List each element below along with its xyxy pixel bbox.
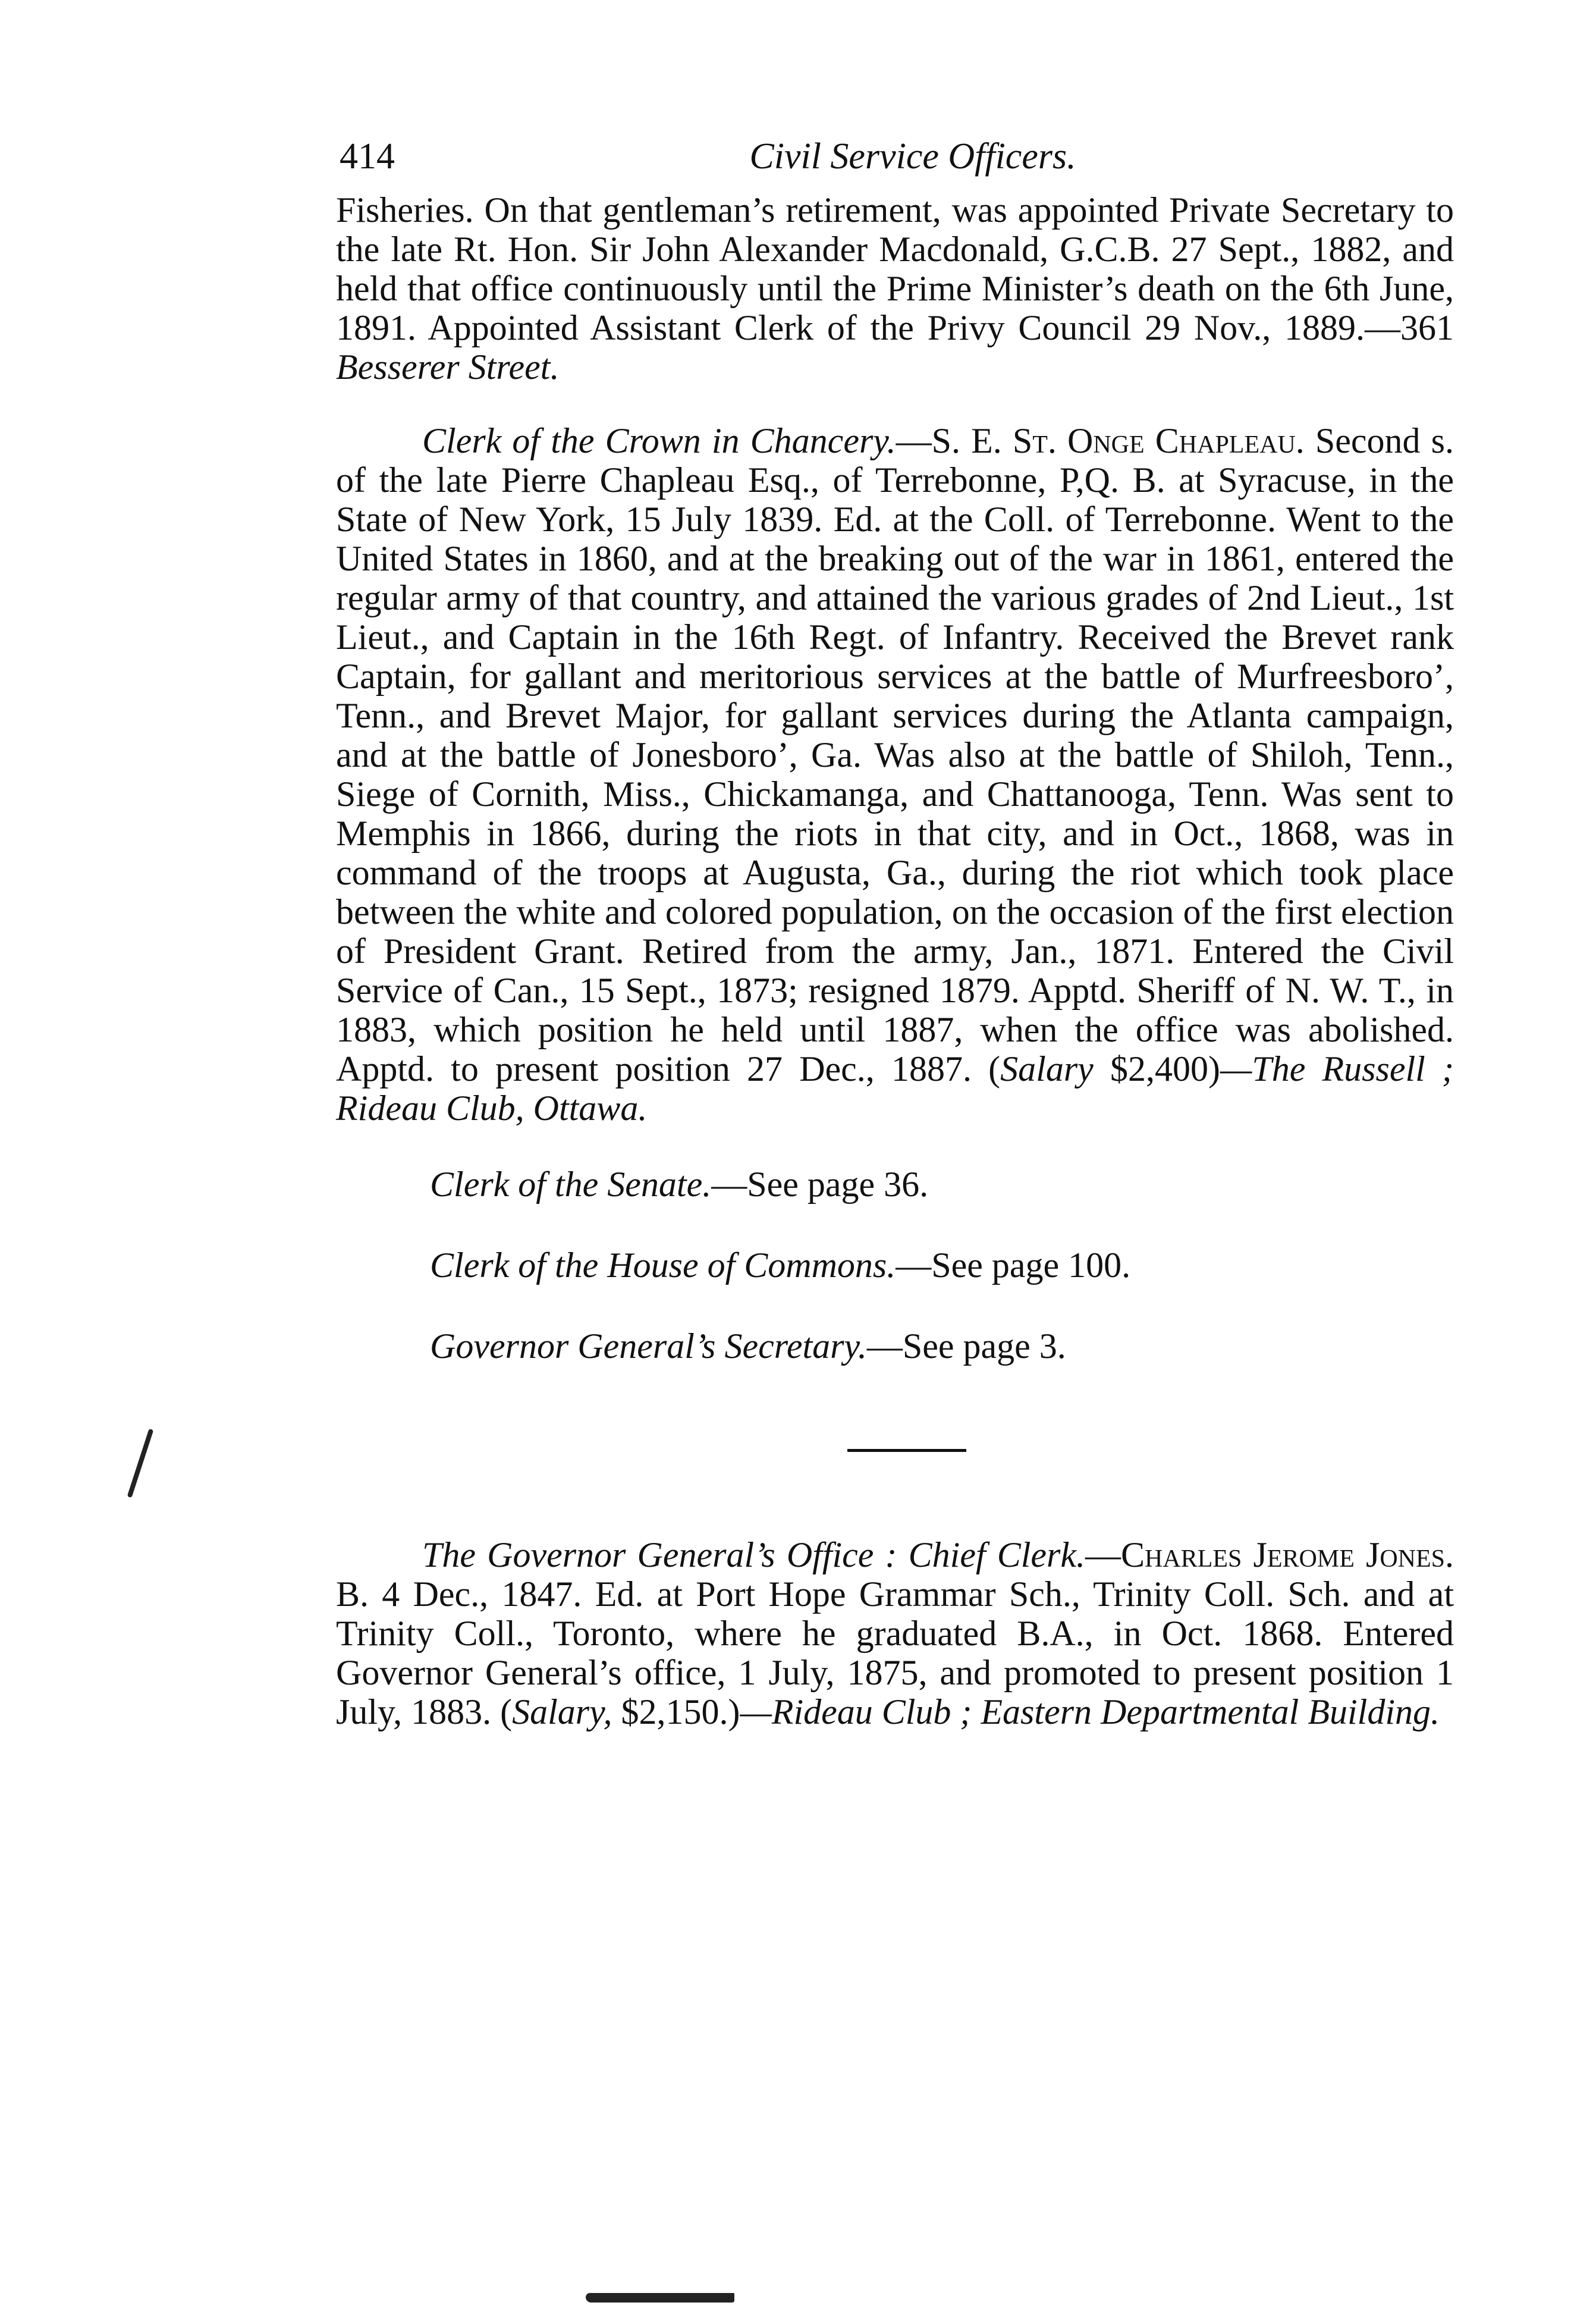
crown-entry-salary-value: $2,400) xyxy=(1093,1049,1220,1089)
governor-office-entry xyxy=(336,1535,1454,1731)
gov-entry-name: Charles Jerome Jones. xyxy=(1121,1535,1454,1574)
cross-references xyxy=(336,1165,1454,1366)
gov-entry-dash: — xyxy=(1085,1535,1121,1574)
reference-governor-secretary xyxy=(336,1326,1454,1366)
reference-office: Governor General’s Secretary. xyxy=(430,1326,867,1366)
bottom-ink-smudge xyxy=(586,2293,734,2303)
crown-entry-text: Second s. of the late Pierre Chapleau Esq., of Terrebonne, P,Q. B. at Syracuse, in the State of New York, 15 July 1839. Ed. at the Coll. of Terrebonne. Went to the United States in 1860, and at the breaking out of the war in 1861, entered the regular army of that country, and attained the various grades of 2nd Lieut., 1st Lieut., and Captain in the 16th Regt. of Infantry. Received the Brevet rank Captain, for gallant and meritorious services at the battle of Murfreesboro’, Tenn., and Brevet Major, for gallant services during the Atlanta campaign, and at the battle of Jonesboro’, Ga. Was also at the battle of Shiloh, Tenn., Siege of Cornith, Miss., Chickamanga, and Chattanooga, Tenn. Was sent to Memphis in 1866, during the riots in that city, and in Oct., 1868, was in command of the troops at Augusta, Ga., during the riot which took place between the white and colored population, on the occasion of the first election of President Grant. Retired from the army, Jan., 1871. Entered the Civil Service of Can., 15 Sept., 1873; resigned 1879. Apptd. Sheriff of N. W. T., in 1883, which position he held until 1887, when the office was abolished. Apptd. to present position 27 Dec., 1887. xyxy=(336,421,1454,1089)
reference-text: —See page 36. xyxy=(711,1165,929,1204)
reference-commons-clerk xyxy=(336,1246,1454,1285)
gov-entry-office: The Governor General’s Office : Chief Clerk. xyxy=(422,1535,1086,1574)
section-divider xyxy=(847,1449,966,1452)
gov-entry-text: B. 4 Dec., 1847. Ed. at Port Hope Grammar Sch., Trinity Coll. Sch. and at Trinity Coll., Toronto, where he graduated B.A., in Oct. 1868. Entered Governor General’s office, 1 July, 1875, and promoted to present position 1 July, 1883. xyxy=(336,1574,1454,1731)
reference-text: —See page 3. xyxy=(866,1326,1066,1366)
crown-entry-name: S. E. St. Onge Chapleau. xyxy=(931,421,1305,460)
reference-office: Clerk of the House of Commons. xyxy=(430,1246,896,1285)
gov-entry-salary-open: ( xyxy=(500,1692,513,1731)
gov-entry-salary-label: Salary, xyxy=(512,1692,612,1731)
gov-entry-salary-value: $2,150.) xyxy=(612,1692,740,1731)
reference-senate-clerk xyxy=(336,1165,1454,1204)
crown-entry-office: Clerk of the Crown in Chancery. xyxy=(422,421,896,460)
page-number: 414 xyxy=(340,136,395,177)
continuation-paragraph xyxy=(336,190,1454,387)
running-title: Civil Service Officers. xyxy=(749,136,1076,177)
margin-pen-mark xyxy=(127,1429,154,1498)
crown-chancery-entry xyxy=(336,421,1454,1128)
continuation-address: Besserer Street. xyxy=(336,347,560,387)
reference-office: Clerk of the Senate. xyxy=(430,1165,712,1204)
crown-entry-dash: — xyxy=(896,421,932,460)
page-header xyxy=(336,125,1454,190)
gov-entry-clubs: —Rideau Club ; Eastern Departmental Building. xyxy=(740,1692,1440,1731)
crown-entry-salary-label: Salary xyxy=(1000,1049,1094,1089)
page-body xyxy=(336,125,1454,1731)
continuation-text: Fisheries. On that gentleman’s retirement, was appointed Private Secretary to the late Rt. Hon. Sir John Alexander Macdonald, G.C.B. 27 Sept., 1882, and held that office continuously until the Prime Minister’s death on the 6th June, 1891. Appointed Assistant Clerk of the Privy Council 29 Nov., 1889.—361 xyxy=(336,190,1454,347)
reference-text: —See page 100. xyxy=(896,1246,1131,1285)
crown-entry-salary-open: ( xyxy=(988,1049,1001,1089)
crown-entry-clubs: —The Russell ; Rideau Club, Ottawa. xyxy=(336,1049,1454,1128)
